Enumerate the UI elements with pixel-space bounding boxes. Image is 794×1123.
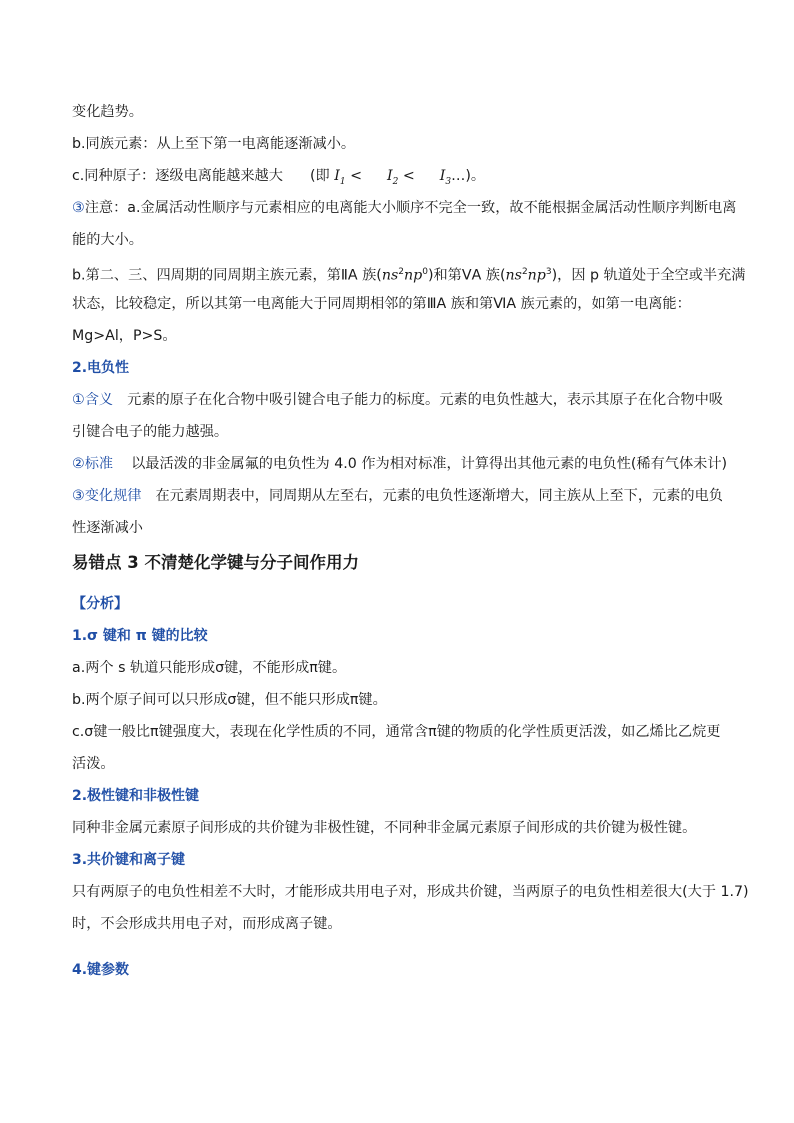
page-title: 易错点 3 不清楚化学键与分子间作用力	[72, 553, 359, 572]
symbol-I2: $I_2$	[387, 168, 399, 187]
text-segment: (即	[309, 168, 330, 184]
text-line: b.两个原子间可以只形成σ键，但不能只形成π键。	[72, 692, 387, 708]
text-line: 活泼。	[72, 756, 115, 772]
section-heading: 1.σ 键和 π 键的比较	[72, 628, 208, 644]
text-line: ②标准 以最活泼的非金属氟的电负性为 4.0 作为相对标准，计算得出其他元素的电负性(稀有气体未计)	[72, 456, 728, 472]
section-heading: 2.电负性	[72, 360, 130, 376]
text-line: ③变化规律 在元素周期表中，同周期从左至右，元素的电负性逐渐增大，同主族从上至下，元素的电负	[72, 488, 723, 504]
circled-number: ③	[72, 200, 85, 216]
symbol-I3: $I_3$	[439, 168, 452, 187]
text-segment: c.同种原子：逐级电离能越来越大	[72, 168, 283, 184]
text-line: 性逐渐减小	[72, 520, 143, 536]
text-line: b.第二、三、四周期的同周期主族元素，第ⅡA 族$(ns^2np^0)$和第ⅤA 族$(ns^2np^3)$，因 p 轨道处于全空或半充满	[72, 267, 746, 284]
text-line: b.同族元素：从上至下第一电离能逐渐减小。	[72, 136, 356, 152]
text-line: ①含义 元素的原子在化合物中吸引键合电子能力的标度。元素的电负性越大，表示其原子在化合物中吸	[72, 392, 723, 408]
text-line: 状态，比较稳定，所以其第一电离能大于同周期相邻的第ⅢA 族和第ⅥA 族元素的，如第一电离能：	[72, 296, 691, 312]
text-line: 引键合电子的能力越强。	[72, 424, 229, 440]
label-meaning: ①含义	[72, 392, 114, 408]
section-heading: 2.极性键和非极性键	[72, 788, 200, 804]
text-segment: <	[350, 168, 362, 184]
text-line: a.两个 s 轨道只能形成σ键，不能形成π键。	[72, 660, 347, 676]
label-trend: ③变化规律	[72, 488, 142, 504]
text-line: Mg>Al，P>S。	[72, 328, 177, 344]
text-line: 同种非金属元素原子间形成的共价键为非极性键，不同种非金属元素原子间形成的共价键为极性键。	[72, 820, 697, 836]
text-line: 能的大小。	[72, 232, 143, 248]
text-line: 只有两原子的电负性相差不大时，才能形成共用电子对，形成共价键，当两原子的电负性相差很大(大于 1.7)	[72, 884, 749, 900]
text-line	[72, 166, 485, 192]
text-segment: <	[402, 168, 415, 184]
section-heading: 3.共价键和离子键	[72, 852, 186, 868]
text-segment: 注意：a.金属活动性顺序与元素相应的电离能大小顺序不完全一致，故不能根据金属活动性顺序判断电离	[84, 200, 737, 216]
text-line	[72, 198, 736, 218]
section-heading: 4.键参数	[72, 962, 130, 978]
text-line: 时，不会形成共用电子对，而形成离子键。	[72, 916, 342, 932]
analysis-label: 【分析】	[72, 596, 128, 612]
label-standard: ②标准	[72, 456, 114, 472]
text-segment: …)。	[451, 168, 486, 184]
text-line: c.σ键一般比π键强度大，表现在化学性质的不同，通常含π键的物质的化学性质更活泼，如乙烯比乙烷更	[72, 724, 721, 740]
symbol-I1: $I_1$	[334, 168, 346, 187]
text-line: 变化趋势。	[72, 104, 143, 120]
